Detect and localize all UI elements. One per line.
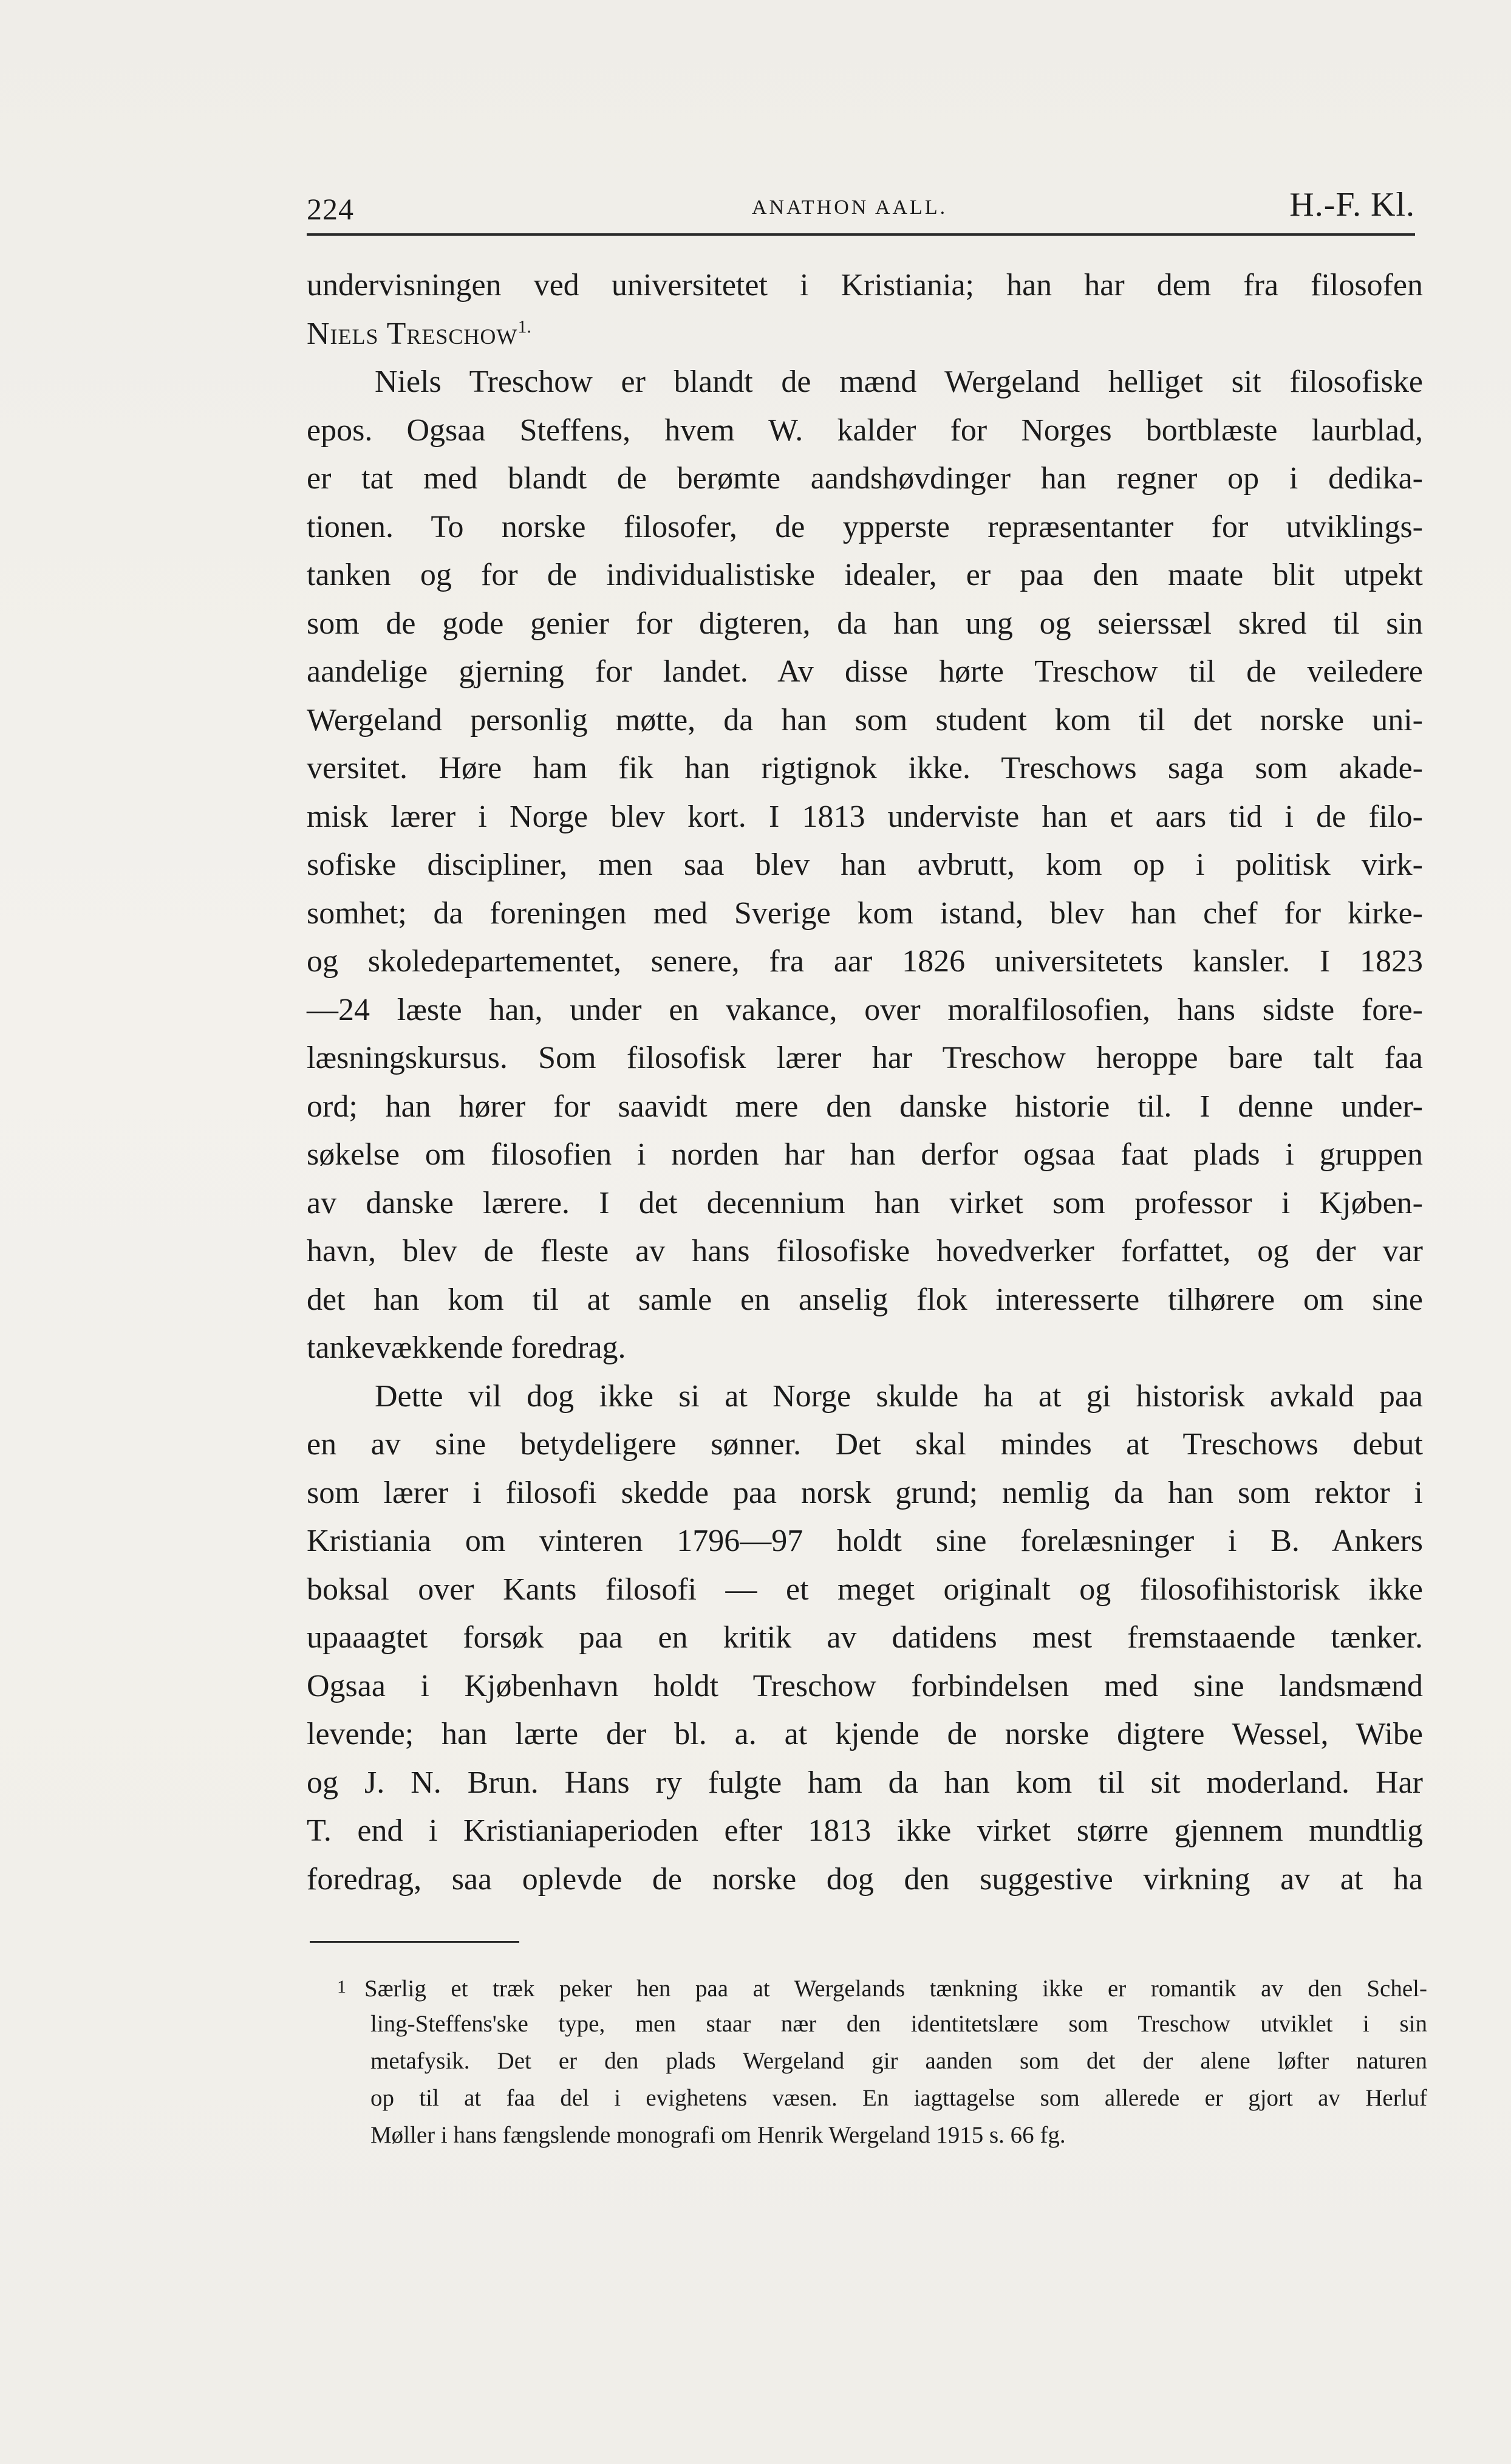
text-line: Niels Treschow er blandt de mænd Wergeland helliget sit filosofiske bbox=[375, 364, 1423, 399]
header-rule bbox=[307, 233, 1415, 236]
footnote-line: metafysik. Det er den plads Wergeland gir aanden som det der alene løfter naturen bbox=[370, 2048, 1427, 2074]
section-mark: H.-F. Kl. bbox=[1289, 186, 1415, 224]
text-line: boksal over Kants filosofi — et meget originalt og filosofihistorisk ikke bbox=[307, 1572, 1423, 1607]
text-line: tionen. To norske filosofer, de ypperste repræsentanter for utviklings- bbox=[307, 509, 1423, 544]
text-line: av danske lærere. I det decennium han virket som professor i Kjøben- bbox=[307, 1185, 1423, 1220]
text-line: ord; han hører for saavidt mere den danske historie til. I denne under- bbox=[307, 1089, 1423, 1124]
text-line: søkelse om filosofien i norden har han derfor ogsaa faat plads i gruppen bbox=[307, 1137, 1423, 1172]
text-line: foredrag, saa oplevde de norske dog den suggestive virkning av at ha bbox=[307, 1861, 1423, 1897]
text-line: versitet. Høre ham fik han rigtignok ikke. Treschows saga som akade- bbox=[307, 751, 1423, 785]
author-name: Niels Treschow bbox=[307, 316, 518, 351]
text-line: og J. N. Brun. Hans ry fulgte ham da han kom til sit moderland. Har bbox=[307, 1765, 1423, 1800]
text-line: Wergeland personlig møtte, da han som student kom til det norske uni- bbox=[307, 702, 1423, 737]
text-line: og skoledepartementet, senere, fra aar 1826 universitetets kansler. I 1823 bbox=[307, 944, 1423, 979]
footnote-text: Særlig et træk peker hen paa at Wergelands tænkning ikke er romantik av den Schel- bbox=[364, 1976, 1427, 2002]
text-line: som lærer i filosofi skedde paa norsk grund; nemlig da han som rektor i bbox=[307, 1475, 1423, 1510]
text-line: sofiske discipliner, men saa blev han avbrutt, kom op i politisk virk- bbox=[307, 847, 1423, 882]
text-line: det han kom til at samle en anselig flok interesserte tilhørere om sine bbox=[307, 1282, 1423, 1317]
text-line: tankevækkende foredrag. bbox=[307, 1330, 626, 1365]
text-line: en av sine betydeligere sønner. Det skal mindes at Treschows debut bbox=[307, 1427, 1423, 1462]
text-line: epos. Ogsaa Steffens, hvem W. kalder for Norges bortblæste laurblad, bbox=[307, 412, 1423, 448]
text-line: Kristiania om vinteren 1796—97 holdt sine forelæsninger i B. Ankers bbox=[307, 1524, 1423, 1558]
text-line: T. end i Kristianiaperioden efter 1813 ikke virket større gjennem mundtlig bbox=[307, 1813, 1423, 1848]
text-line bbox=[307, 310, 1423, 358]
text-line: —24 læste han, under en vakance, over moralfilosofien, hans sidste fore- bbox=[307, 992, 1423, 1027]
text-line: Dette vil dog ikke si at Norge skulde ha at gi historisk avkald paa bbox=[375, 1378, 1423, 1414]
text-line: somhet; da foreningen med Sverige kom istand, blev han chef for kirke- bbox=[307, 895, 1423, 931]
text-line: aandelige gjerning for landet. Av disse hørte Treschow til de veiledere bbox=[307, 654, 1423, 689]
footnote-marker: 1 bbox=[337, 1977, 346, 1997]
footnote-line: ling-Steffens'ske type, men staar nær den identitetslære som Treschow utviklet i sin bbox=[370, 2011, 1427, 2037]
text-line: undervisningen ved universitetet i Kristiania; han har dem fra filosofen bbox=[307, 268, 1423, 303]
footnote-line: op til at faa del i evighetens væsen. En iagttagelse som allerede er gjort av Herluf bbox=[370, 2085, 1427, 2111]
text-line: Ogsaa i Kjøbenhavn holdt Treschow forbindelsen med sine landsmænd bbox=[307, 1668, 1423, 1703]
text-line: læsningskursus. Som filosofisk lærer har Treschow heroppe bare talt faa bbox=[307, 1041, 1423, 1075]
text-line: havn, blev de fleste av hans filosofiske hovedverker forfattet, og der var bbox=[307, 1234, 1423, 1268]
running-title: ANATHON AALL. bbox=[752, 196, 948, 219]
text-line: tanken og for de individualistiske idealer, er paa den maate blit utpekt bbox=[307, 558, 1423, 592]
footnote-line bbox=[337, 1968, 1427, 2005]
footnote-reference: 1. bbox=[517, 317, 531, 337]
text-line: som de gode genier for digteren, da han ung og seierssæl skred til sin bbox=[307, 606, 1423, 641]
page-header bbox=[307, 185, 1415, 234]
footnote-rule bbox=[310, 1941, 519, 1943]
page-number: 224 bbox=[307, 192, 354, 226]
footnote-line: Møller i hans fængslende monografi om Henrik Wergeland 1915 s. 66 fg. bbox=[370, 2122, 1066, 2148]
body-text bbox=[307, 261, 1423, 1903]
text-line: upaaagtet forsøk paa en kritik av datidens mest fremstaaende tænker. bbox=[307, 1620, 1423, 1655]
text-line: er tat med blandt de berømte aandshøvdinger han regner op i dedika- bbox=[307, 461, 1423, 496]
text-line: misk lærer i Norge blev kort. I 1813 underviste han et aars tid i de filo- bbox=[307, 799, 1423, 834]
text-line: levende; han lærte der bl. a. at kjende de norske digtere Wessel, Wibe bbox=[307, 1717, 1423, 1751]
footnote bbox=[337, 1968, 1427, 2154]
